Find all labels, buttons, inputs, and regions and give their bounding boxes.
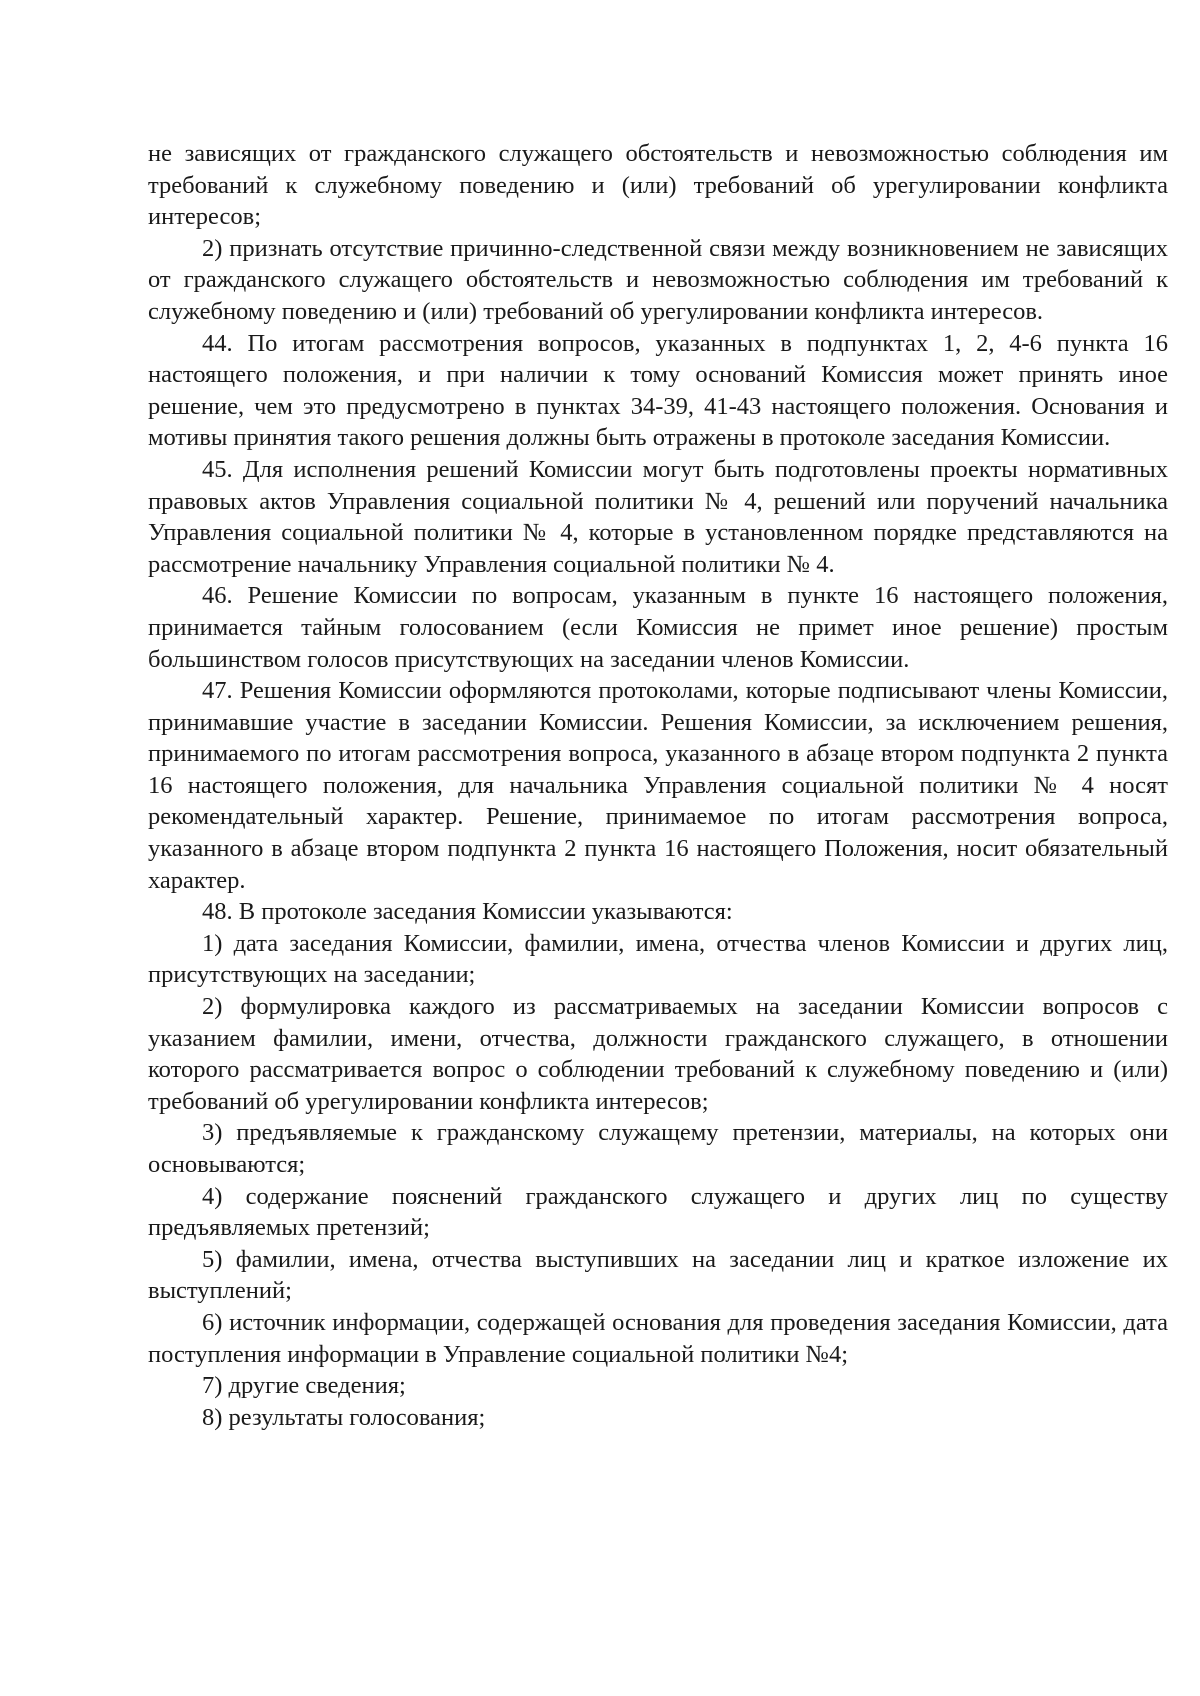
paragraph-48-subitem-6: 6) источник информации, содержащей основания для проведения заседания Комиссии, дата поступления информации в Управление социальной политики №4; <box>148 1308 1168 1368</box>
paragraph-48-subitem-8: 8) результаты голосования; <box>202 1403 486 1431</box>
document-page <box>148 138 1168 1433</box>
paragraph-item-46: 46. Решение Комиссии по вопросам, указанным в пункте 16 настоящего положения, принимается тайным голосованием (если Комиссия не примет иное решение) простым большинством голосов присутствующих на заседании членов Комиссии. <box>148 582 1168 673</box>
paragraph-item-44: 44. По итогам рассмотрения вопросов, указанных в подпунктах 1, 2, 4-6 пункта 16 настоящего положения, и при наличии к тому оснований Комиссия может принять иное решение, чем это предусмотрено в пунктах 34-39, 41-43 настоящего положения. Основания и мотивы принятия такого решения должны быть отражены в протоколе заседания Комиссии. <box>148 329 1168 452</box>
paragraph-continuation: не зависящих от гражданского служащего обстоятельств и невозможностью соблюдения им требований к служебному поведению и (или) требований об урегулировании конфликта интересов; <box>148 140 1168 231</box>
paragraph-item-45: 45. Для исполнения решений Комиссии могут быть подготовлены проекты нормативных правовых актов Управления социальной политики № 4, решений или поручений начальника Управления социальной политики № 4, которые в установленном порядке представляются на рассмотрение начальнику Управления социальной политики № 4. <box>148 455 1168 578</box>
paragraph-48-subitem-3: 3) предъявляемые к гражданскому служащему претензии, материалы, на которых они основываются; <box>148 1119 1168 1178</box>
paragraph-48-subitem-7: 7) другие сведения; <box>202 1372 406 1400</box>
paragraph-item-48: 48. В протоколе заседания Комиссии указываются: <box>202 898 733 926</box>
paragraph-48-subitem-5: 5) фамилии, имена, отчества выступивших на заседании лиц и краткое изложение их выступлений; <box>148 1245 1168 1305</box>
paragraph-48-subitem-4: 4) содержание пояснений гражданского служащего и других лиц по существу предъявляемых претензий; <box>148 1182 1168 1242</box>
paragraph-subitem-2: 2) признать отсутствие причинно-следственной связи между возникновением не зависящих от гражданского служащего обстоятельств и невозможностью соблюдения им требований к служебному поведению и (или) требований об урегулировании конфликта интересов. <box>148 234 1168 325</box>
paragraph-item-47: 47. Решения Комиссии оформляются протоколами, которые подписывают члены Комиссии, принимавшие участие в заседании Комиссии. Решения Комиссии, за исключением решения, принимаемого по итогам рассмотрения вопроса, указанного в абзаце втором подпункта 2 пункта 16 настоящего положения, для начальника Управления социальной политики № 4 носят рекомендательный характер. Решение, принимаемое по итогам рассмотрения вопроса, указанного в абзаце втором подпункта 2 пункта 16 настоящего Положения, носит обязательный характер. <box>148 677 1168 894</box>
paragraph-48-subitem-2: 2) формулировка каждого из рассматриваемых на заседании Комиссии вопросов с указанием фамилии, имени, отчества, должности гражданского служащего, в отношении которого рассматривается вопрос о соблюдении требований к служебному поведению и (или) требований об урегулировании конфликта интересов; <box>148 993 1168 1115</box>
paragraph-48-subitem-1: 1) дата заседания Комиссии, фамилии, имена, отчества членов Комиссии и других лиц, присутствующих на заседании; <box>148 929 1168 989</box>
